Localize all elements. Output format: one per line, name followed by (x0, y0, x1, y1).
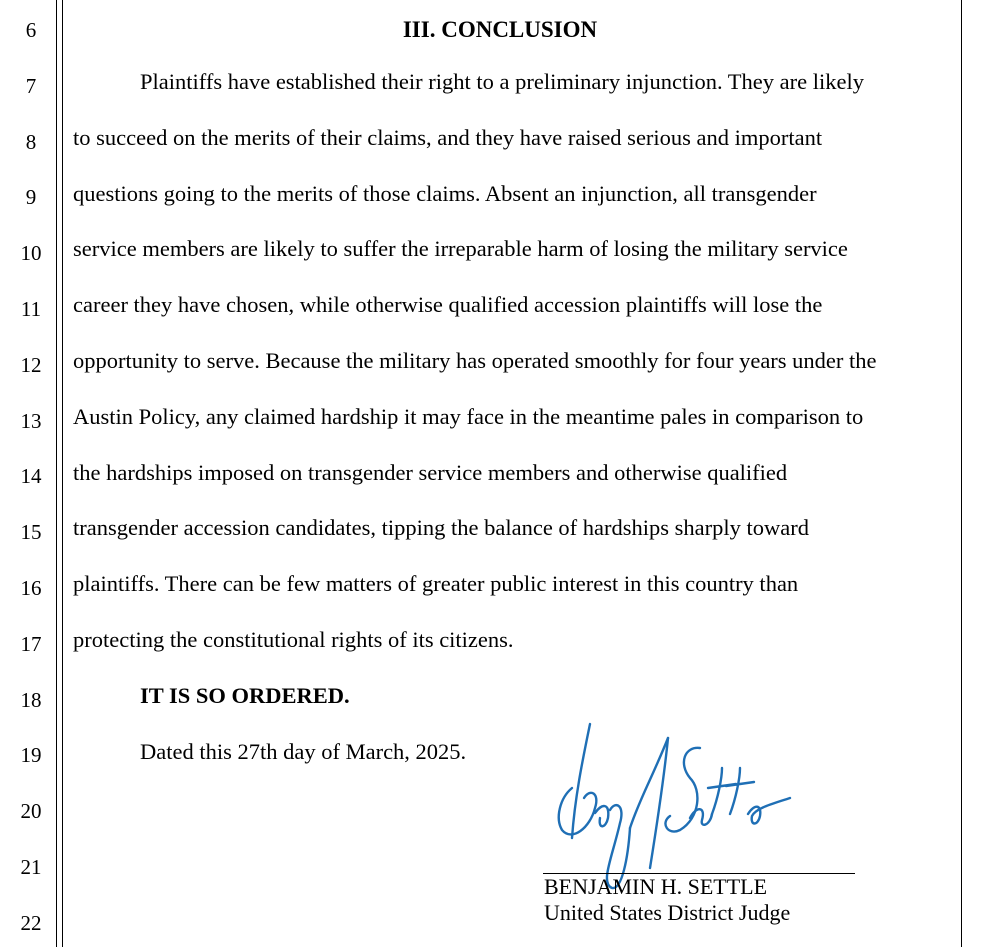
handwritten-signature (550, 718, 820, 893)
line-number: 15 (20, 520, 42, 545)
paragraph-line: the hardships imposed on transgender service members and otherwise qualified (73, 459, 788, 485)
line-number: 7 (25, 73, 37, 98)
line-number: 14 (20, 464, 42, 489)
line-number: 19 (20, 743, 42, 768)
paragraph-line: opportunity to serve. Because the military has operated smoothly for four years under the (73, 348, 877, 373)
paragraph-line: career they have chosen, while otherwise qualified accession plaintiffs will lose the (73, 292, 823, 318)
line-number: 16 (20, 576, 42, 600)
line-number: 9 (25, 185, 37, 210)
line-number: 12 (20, 352, 42, 377)
judge-title: United States District Judge (544, 900, 791, 925)
paragraph-line: transgender accession candidates, tipping the balance of hardships sharply toward (73, 515, 810, 541)
margin-rule-left-inner (62, 0, 63, 947)
paragraph-line: Plaintiffs have established their right to a preliminary injunction. They are likely (140, 69, 864, 94)
line-number: 21 (20, 855, 42, 879)
line-number: 17 (20, 631, 42, 656)
line-number: 18 (20, 687, 42, 712)
paragraph-line: plaintiffs. There can be few matters of greater public interest in this country than (73, 571, 799, 597)
line-number: 8 (25, 129, 37, 154)
line-number: 11 (20, 297, 42, 321)
line-number: 6 (25, 18, 37, 42)
dated-line: Dated this 27th day of March, 2025. (140, 739, 467, 764)
line-number: 10 (20, 241, 42, 266)
paragraph-line: Austin Policy, any claimed hardship it may face in the meantime pales in comparison to (73, 403, 864, 429)
margin-rule-right (961, 0, 962, 947)
margin-rule-left (56, 0, 57, 947)
line-number: 13 (20, 408, 42, 433)
paragraph-line: questions going to the merits of those claims. Absent an injunction, all transgender (73, 180, 817, 206)
paragraph-line: service members are likely to suffer the irreparable harm of losing the military service (73, 236, 848, 262)
line-number: 20 (20, 799, 42, 824)
judge-name: BENJAMIN H. SETTLE (544, 874, 768, 899)
line-number: 22 (20, 910, 42, 935)
paragraph-line: protecting the constitutional rights of its citizens. (73, 627, 514, 652)
order-statement: IT IS SO ORDERED. (140, 683, 350, 708)
section-heading: III. CONCLUSION (402, 17, 598, 42)
paragraph-line: to succeed on the merits of their claims, and they have raised serious and important (73, 124, 823, 150)
